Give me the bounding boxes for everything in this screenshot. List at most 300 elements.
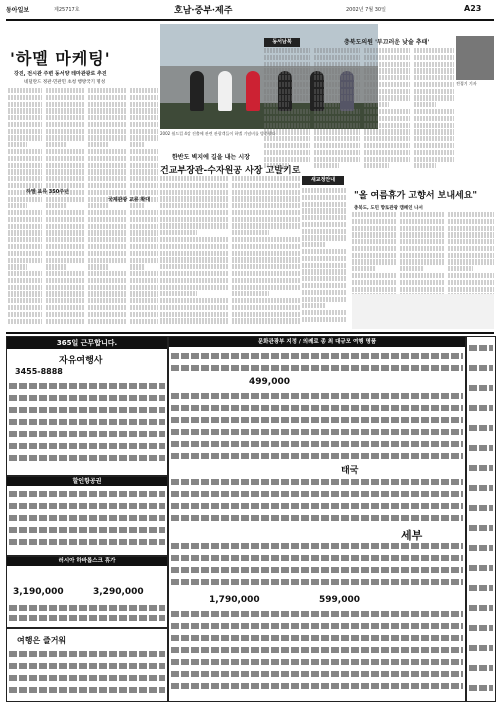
- text-line: [364, 163, 389, 168]
- text-line: [160, 305, 228, 310]
- column-tag: 동서남북: [264, 38, 300, 47]
- text-line: [46, 197, 84, 202]
- text-line: [400, 280, 444, 285]
- text-line: [8, 156, 42, 161]
- text-line: [160, 312, 228, 317]
- text-line: [314, 150, 360, 155]
- notice-box-label: 새교정안내: [302, 176, 344, 185]
- text-line: [160, 244, 228, 249]
- travel-ad: [6, 476, 168, 556]
- body-column: [232, 176, 300, 331]
- text-line: [130, 129, 158, 134]
- text-line: [314, 62, 360, 67]
- text-line: [364, 62, 410, 67]
- text-line: [160, 278, 228, 283]
- text-line: [8, 291, 42, 296]
- text-line: [160, 271, 228, 276]
- text-line: [46, 163, 84, 168]
- body-column: [160, 176, 228, 331]
- text-line: [46, 285, 84, 290]
- text-line: [130, 298, 158, 303]
- section-subhead: 하멜 표류 350주년: [26, 189, 69, 195]
- text-line: [46, 176, 84, 181]
- text-line: [302, 303, 326, 308]
- text-line: [264, 68, 310, 73]
- text-line: [130, 230, 158, 235]
- text-line: [448, 246, 494, 251]
- text-line: [46, 237, 84, 242]
- travel-ad: [168, 336, 466, 702]
- text-line: [414, 163, 436, 168]
- text-line: [264, 123, 310, 128]
- text-line: [414, 157, 454, 162]
- text-line: [264, 48, 310, 53]
- feature-subhead: 강진, 전시관 주변 동서양 테마관광로 추진: [14, 71, 107, 77]
- text-line: [130, 271, 158, 276]
- text-line: [364, 116, 410, 121]
- text-line: [400, 266, 424, 271]
- text-line: [88, 122, 126, 127]
- text-line: [302, 297, 346, 302]
- text-line: [8, 135, 42, 140]
- body-column: [302, 188, 346, 328]
- body-column: [264, 48, 310, 173]
- price: 3,290,000: [93, 587, 144, 597]
- text-line: [448, 232, 494, 237]
- text-line: [314, 143, 360, 148]
- text-line: [88, 319, 126, 324]
- text-line: [130, 108, 158, 113]
- text-line: [414, 55, 454, 60]
- text-line: [302, 269, 346, 274]
- agency-name: 자유여행사: [59, 356, 103, 366]
- text-line: [46, 244, 84, 249]
- text-line: [448, 280, 494, 285]
- text-line: [8, 142, 27, 147]
- text-line: [232, 203, 300, 208]
- text-line: [130, 122, 158, 127]
- text-line: [414, 143, 454, 148]
- text-line: [88, 190, 126, 195]
- text-line: [88, 135, 126, 140]
- newspaper-brand: 동아일보: [6, 7, 30, 14]
- text-line: [302, 263, 346, 268]
- text-line: [160, 190, 228, 195]
- text-line: [302, 249, 346, 254]
- text-line: [364, 95, 410, 100]
- text-line: [264, 55, 310, 60]
- text-line: [8, 298, 42, 303]
- text-line: [264, 129, 310, 134]
- text-line: [448, 212, 494, 217]
- text-line: [302, 276, 346, 281]
- text-line: [448, 253, 494, 258]
- text-line: [364, 55, 410, 60]
- text-line: [160, 183, 228, 188]
- text-line: [414, 102, 436, 107]
- text-line: [232, 305, 300, 310]
- text-line: [302, 202, 346, 207]
- text-line: [314, 95, 360, 100]
- ad-title: 러시아 하바롭스크 휴가: [7, 557, 167, 566]
- text-line: [414, 136, 454, 141]
- story-subhead: 충북도, 도민 향토관광 캠페인 나서: [354, 206, 423, 211]
- text-line: [8, 210, 42, 215]
- text-line: [364, 157, 410, 162]
- opinion-headline: 충북도의원 '부끄러운 낮술 추태': [344, 39, 430, 46]
- text-line: [8, 108, 42, 113]
- text-line: [352, 239, 396, 244]
- price: 3,190,000: [13, 587, 64, 597]
- text-line: [264, 157, 310, 162]
- text-line: [8, 285, 42, 290]
- text-line: [232, 217, 300, 222]
- text-line: [264, 136, 310, 141]
- body-column: [88, 88, 126, 330]
- text-line: [88, 129, 126, 134]
- section-title: 호남·중부·제주: [174, 6, 233, 16]
- text-line: [314, 82, 360, 87]
- text-line: [364, 109, 410, 114]
- text-line: [414, 82, 454, 87]
- feature-byline: 네덜란드 정관·민관민 초청 행방국기 명성: [24, 80, 106, 85]
- text-line: [160, 210, 228, 215]
- text-line: [88, 163, 126, 168]
- text-line: [88, 142, 109, 147]
- text-line: [364, 68, 410, 73]
- text-line: [160, 298, 228, 303]
- author-name: 전경기 기자: [456, 81, 477, 86]
- text-line: [46, 169, 84, 174]
- text-line: [88, 156, 126, 161]
- text-line: [264, 62, 310, 67]
- text-line: [88, 210, 126, 215]
- text-line: [364, 150, 410, 155]
- text-line: [8, 278, 42, 283]
- text-line: [130, 319, 158, 324]
- text-line: [8, 129, 42, 134]
- text-line: [130, 163, 158, 168]
- text-line: [130, 149, 158, 154]
- agency-phone: 3455-8888: [15, 367, 63, 376]
- text-line: [130, 156, 158, 161]
- text-line: [414, 95, 454, 100]
- text-line: [46, 156, 84, 161]
- text-line: [46, 319, 84, 324]
- text-line: [8, 197, 42, 202]
- text-line: [88, 271, 126, 276]
- text-line: [400, 246, 444, 251]
- text-line: [352, 232, 396, 237]
- destination-label: 태국: [341, 466, 359, 476]
- text-line: [8, 224, 42, 229]
- text-line: [264, 95, 310, 100]
- text-line: [364, 82, 410, 87]
- text-line: [88, 169, 126, 174]
- text-line: [130, 88, 158, 93]
- text-line: [130, 135, 158, 140]
- text-line: [352, 259, 396, 264]
- body-column: [46, 88, 84, 330]
- text-line: [314, 102, 339, 107]
- feature-headline: '하멜 마케팅': [10, 49, 111, 68]
- text-line: [160, 203, 228, 208]
- text-line: [302, 242, 326, 247]
- text-line: [364, 123, 410, 128]
- text-line: [302, 188, 346, 193]
- text-line: [88, 149, 126, 154]
- text-line: [46, 142, 67, 147]
- text-line: [130, 237, 158, 242]
- text-line: [130, 183, 158, 188]
- text-line: [414, 48, 454, 53]
- travel-ad: [466, 336, 496, 702]
- text-line: [8, 163, 42, 168]
- text-line: [46, 264, 67, 269]
- text-line: [352, 266, 376, 271]
- text-line: [302, 310, 346, 315]
- text-line: [352, 246, 396, 251]
- text-line: [364, 75, 410, 80]
- text-line: [364, 48, 410, 53]
- text-line: [264, 143, 310, 148]
- text-line: [46, 102, 84, 107]
- text-line: [160, 230, 197, 235]
- text-line: [364, 129, 410, 134]
- story-headline: 건교부장관-수자원공 사장 고발키로: [160, 166, 301, 176]
- text-line: [88, 115, 126, 120]
- text-line: [8, 244, 42, 249]
- text-line: [130, 217, 158, 222]
- text-line: [400, 226, 444, 231]
- text-line: [130, 278, 158, 283]
- text-line: [130, 169, 158, 174]
- text-line: [448, 239, 494, 244]
- text-line: [88, 176, 126, 181]
- text-line: [160, 223, 228, 228]
- author-photo: [456, 36, 494, 80]
- travel-ad: [6, 628, 168, 702]
- issue-number: 제25717호: [54, 7, 80, 13]
- text-line: [130, 190, 158, 195]
- text-line: [400, 273, 444, 278]
- text-line: [46, 95, 84, 100]
- info-box: [352, 294, 494, 329]
- text-line: [400, 259, 444, 264]
- text-line: [130, 142, 145, 147]
- text-line: [160, 257, 228, 262]
- text-line: [414, 62, 454, 67]
- text-line: [8, 217, 42, 222]
- body-column: [130, 88, 158, 330]
- text-line: [8, 203, 27, 208]
- text-line: [130, 102, 158, 107]
- ad-title: 문화관광부 지정 / 의례로 종 최 대규모 여행 명품: [169, 337, 465, 347]
- body-column: [364, 48, 410, 173]
- text-line: [232, 190, 300, 195]
- text-line: [400, 287, 444, 292]
- text-line: [232, 244, 300, 249]
- text-line: [400, 232, 444, 237]
- text-line: [88, 291, 126, 296]
- text-line: [352, 253, 396, 258]
- text-line: [232, 285, 300, 290]
- body-column: [414, 48, 454, 173]
- text-line: [160, 264, 228, 269]
- text-line: [130, 176, 158, 181]
- text-line: [8, 264, 27, 269]
- text-line: [264, 75, 310, 80]
- text-line: [314, 163, 339, 168]
- text-line: [364, 136, 410, 141]
- text-line: [46, 135, 84, 140]
- text-line: [302, 317, 346, 322]
- text-line: [46, 129, 84, 134]
- text-line: [314, 48, 360, 53]
- text-line: [302, 229, 346, 234]
- text-line: [264, 116, 310, 121]
- text-line: [302, 235, 346, 240]
- price: 1,790,000: [209, 595, 260, 605]
- text-line: [302, 290, 346, 295]
- text-line: [264, 163, 289, 168]
- text-line: [46, 298, 84, 303]
- text-line: [232, 183, 300, 188]
- text-line: [352, 219, 396, 224]
- ad-divider: [6, 332, 494, 334]
- text-line: [88, 264, 109, 269]
- text-line: [8, 102, 42, 107]
- text-line: [414, 123, 454, 128]
- text-line: [46, 305, 84, 310]
- text-line: [364, 143, 410, 148]
- text-line: [88, 285, 126, 290]
- text-line: [46, 122, 84, 127]
- text-line: [8, 271, 42, 276]
- text-line: [8, 251, 42, 256]
- text-line: [88, 102, 126, 107]
- text-line: [46, 251, 84, 256]
- text-line: [232, 257, 300, 262]
- text-line: [352, 287, 396, 292]
- text-line: [88, 217, 126, 222]
- page-number: A23: [464, 4, 482, 13]
- text-line: [448, 273, 494, 278]
- text-line: [8, 230, 42, 235]
- text-line: [414, 116, 454, 121]
- text-line: [400, 219, 444, 224]
- text-line: [8, 88, 42, 93]
- text-line: [88, 108, 126, 113]
- text-line: [314, 136, 360, 141]
- text-line: [130, 264, 145, 269]
- text-line: [88, 183, 126, 188]
- text-line: [46, 230, 84, 235]
- text-line: [232, 278, 300, 283]
- text-line: [264, 82, 310, 87]
- text-line: [232, 318, 300, 323]
- text-line: [160, 291, 197, 296]
- text-line: [46, 203, 67, 208]
- text-line: [160, 251, 228, 256]
- text-line: [352, 280, 396, 285]
- text-line: [130, 203, 145, 208]
- header-rule: [6, 19, 494, 21]
- text-line: [264, 150, 310, 155]
- text-line: [46, 210, 84, 215]
- text-line: [130, 285, 158, 290]
- ad-title: 할인항공권: [7, 477, 167, 486]
- text-line: [302, 256, 346, 261]
- text-line: [264, 109, 310, 114]
- text-line: [46, 149, 84, 154]
- text-line: [414, 89, 454, 94]
- text-line: [232, 312, 300, 317]
- text-line: [88, 88, 126, 93]
- text-line: [88, 244, 126, 249]
- text-line: [8, 169, 42, 174]
- text-line: [8, 176, 42, 181]
- text-line: [88, 95, 126, 100]
- text-line: [314, 75, 360, 80]
- text-line: [302, 215, 346, 220]
- text-line: [232, 223, 300, 228]
- text-line: [314, 109, 360, 114]
- text-line: [302, 283, 346, 288]
- text-line: [232, 291, 269, 296]
- text-line: [46, 271, 84, 276]
- text-line: [414, 150, 454, 155]
- text-line: [46, 108, 84, 113]
- text-line: [130, 210, 158, 215]
- ad-tagline: 여행은 즐거워: [17, 636, 67, 645]
- text-line: [448, 226, 494, 231]
- text-line: [88, 312, 126, 317]
- text-line: [130, 312, 158, 317]
- text-line: [46, 278, 84, 283]
- text-line: [232, 196, 300, 201]
- text-line: [88, 305, 126, 310]
- text-line: [46, 88, 84, 93]
- text-line: [8, 305, 42, 310]
- text-line: [352, 212, 396, 217]
- text-line: [448, 219, 494, 224]
- text-line: [160, 196, 228, 201]
- text-line: [232, 237, 300, 242]
- text-line: [232, 264, 300, 269]
- body-column: [314, 48, 360, 173]
- text-line: [46, 115, 84, 120]
- text-line: [8, 149, 42, 154]
- travel-ad: [6, 556, 168, 628]
- text-line: [160, 217, 228, 222]
- text-line: [160, 237, 228, 242]
- text-line: [314, 129, 360, 134]
- text-line: [314, 55, 360, 60]
- text-line: [46, 217, 84, 222]
- advertisement-area: [6, 336, 494, 701]
- text-line: [314, 116, 360, 121]
- text-line: [400, 253, 444, 258]
- text-line: [8, 95, 42, 100]
- story-kicker: 한반도 벽지에 길을 내는 시장: [172, 154, 250, 161]
- text-line: [414, 129, 454, 134]
- text-line: [400, 212, 444, 217]
- text-line: [352, 226, 396, 231]
- text-line: [160, 318, 228, 323]
- photo-caption: 2002 월드컵 4강 진출에 관련 관광객들이 하멜 기념비를 방문했다: [160, 131, 276, 136]
- text-line: [88, 203, 109, 208]
